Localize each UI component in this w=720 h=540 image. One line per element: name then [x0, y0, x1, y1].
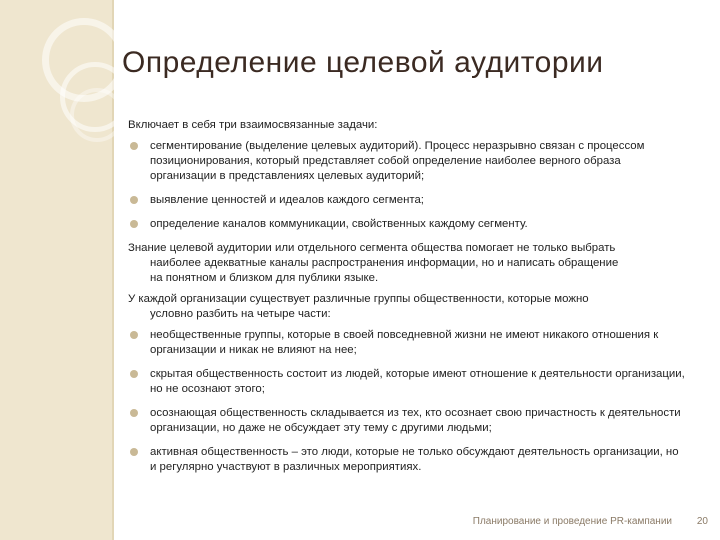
list-item: осознающая общественность складывается из тех, кто осознает свою причастность к деятельности организации, но даже не обсуждает эту тему с другими людьми;	[128, 406, 688, 436]
bullet-icon	[130, 370, 138, 378]
slide-footer: Планирование и проведение PR-кампании	[472, 516, 672, 527]
groups-intro-paragraph: У каждой организации существует различные группы общественности, которые можно условно разбить на четыре части:	[128, 293, 589, 320]
audience-knowledge-paragraph: Знание целевой аудитории или отдельного сегмента общества помогает не только выбрать наиболее адекватные каналы распространения информации, но и написать обращение на понятном и близком для публики языке.	[128, 242, 619, 284]
tasks-list	[128, 139, 688, 232]
groups-list	[128, 328, 688, 475]
bullet-icon	[130, 331, 138, 339]
intro-text: Включает в себя три взаимосвязанные задачи:	[128, 119, 378, 131]
list-item: скрытая общественность состоит из людей, которые имеют отношение к деятельности организации, но не осознают этого;	[128, 367, 688, 397]
bullet-icon	[130, 448, 138, 456]
list-item: сегментирование (выделение целевых аудиторий). Процесс неразрывно связан с процессом позиционирования, который представляет собой определение наиболее верного образа организации в представлениях целевых аудиторий;	[128, 139, 688, 184]
bullet-icon	[130, 196, 138, 204]
slide-body	[128, 118, 688, 484]
list-item: активная общественность – это люди, которые не только обсуждают деятельность организации, но и регулярно участвуют в различных мероприятиях.	[128, 445, 688, 475]
bullet-icon	[130, 220, 138, 228]
slide-title: Определение целевой аудитории	[122, 46, 604, 79]
list-item: необщественные группы, которые в своей повседневной жизни не имеют никакого отношения к организации и никак не влияют на нее;	[128, 328, 688, 358]
page-number: 20	[696, 516, 708, 527]
list-item: определение каналов коммуникации, свойственных каждому сегменту.	[128, 217, 688, 232]
bullet-icon	[130, 142, 138, 150]
decorative-ring	[70, 88, 124, 142]
list-item: выявление ценностей и идеалов каждого сегмента;	[128, 193, 688, 208]
bullet-icon	[130, 409, 138, 417]
